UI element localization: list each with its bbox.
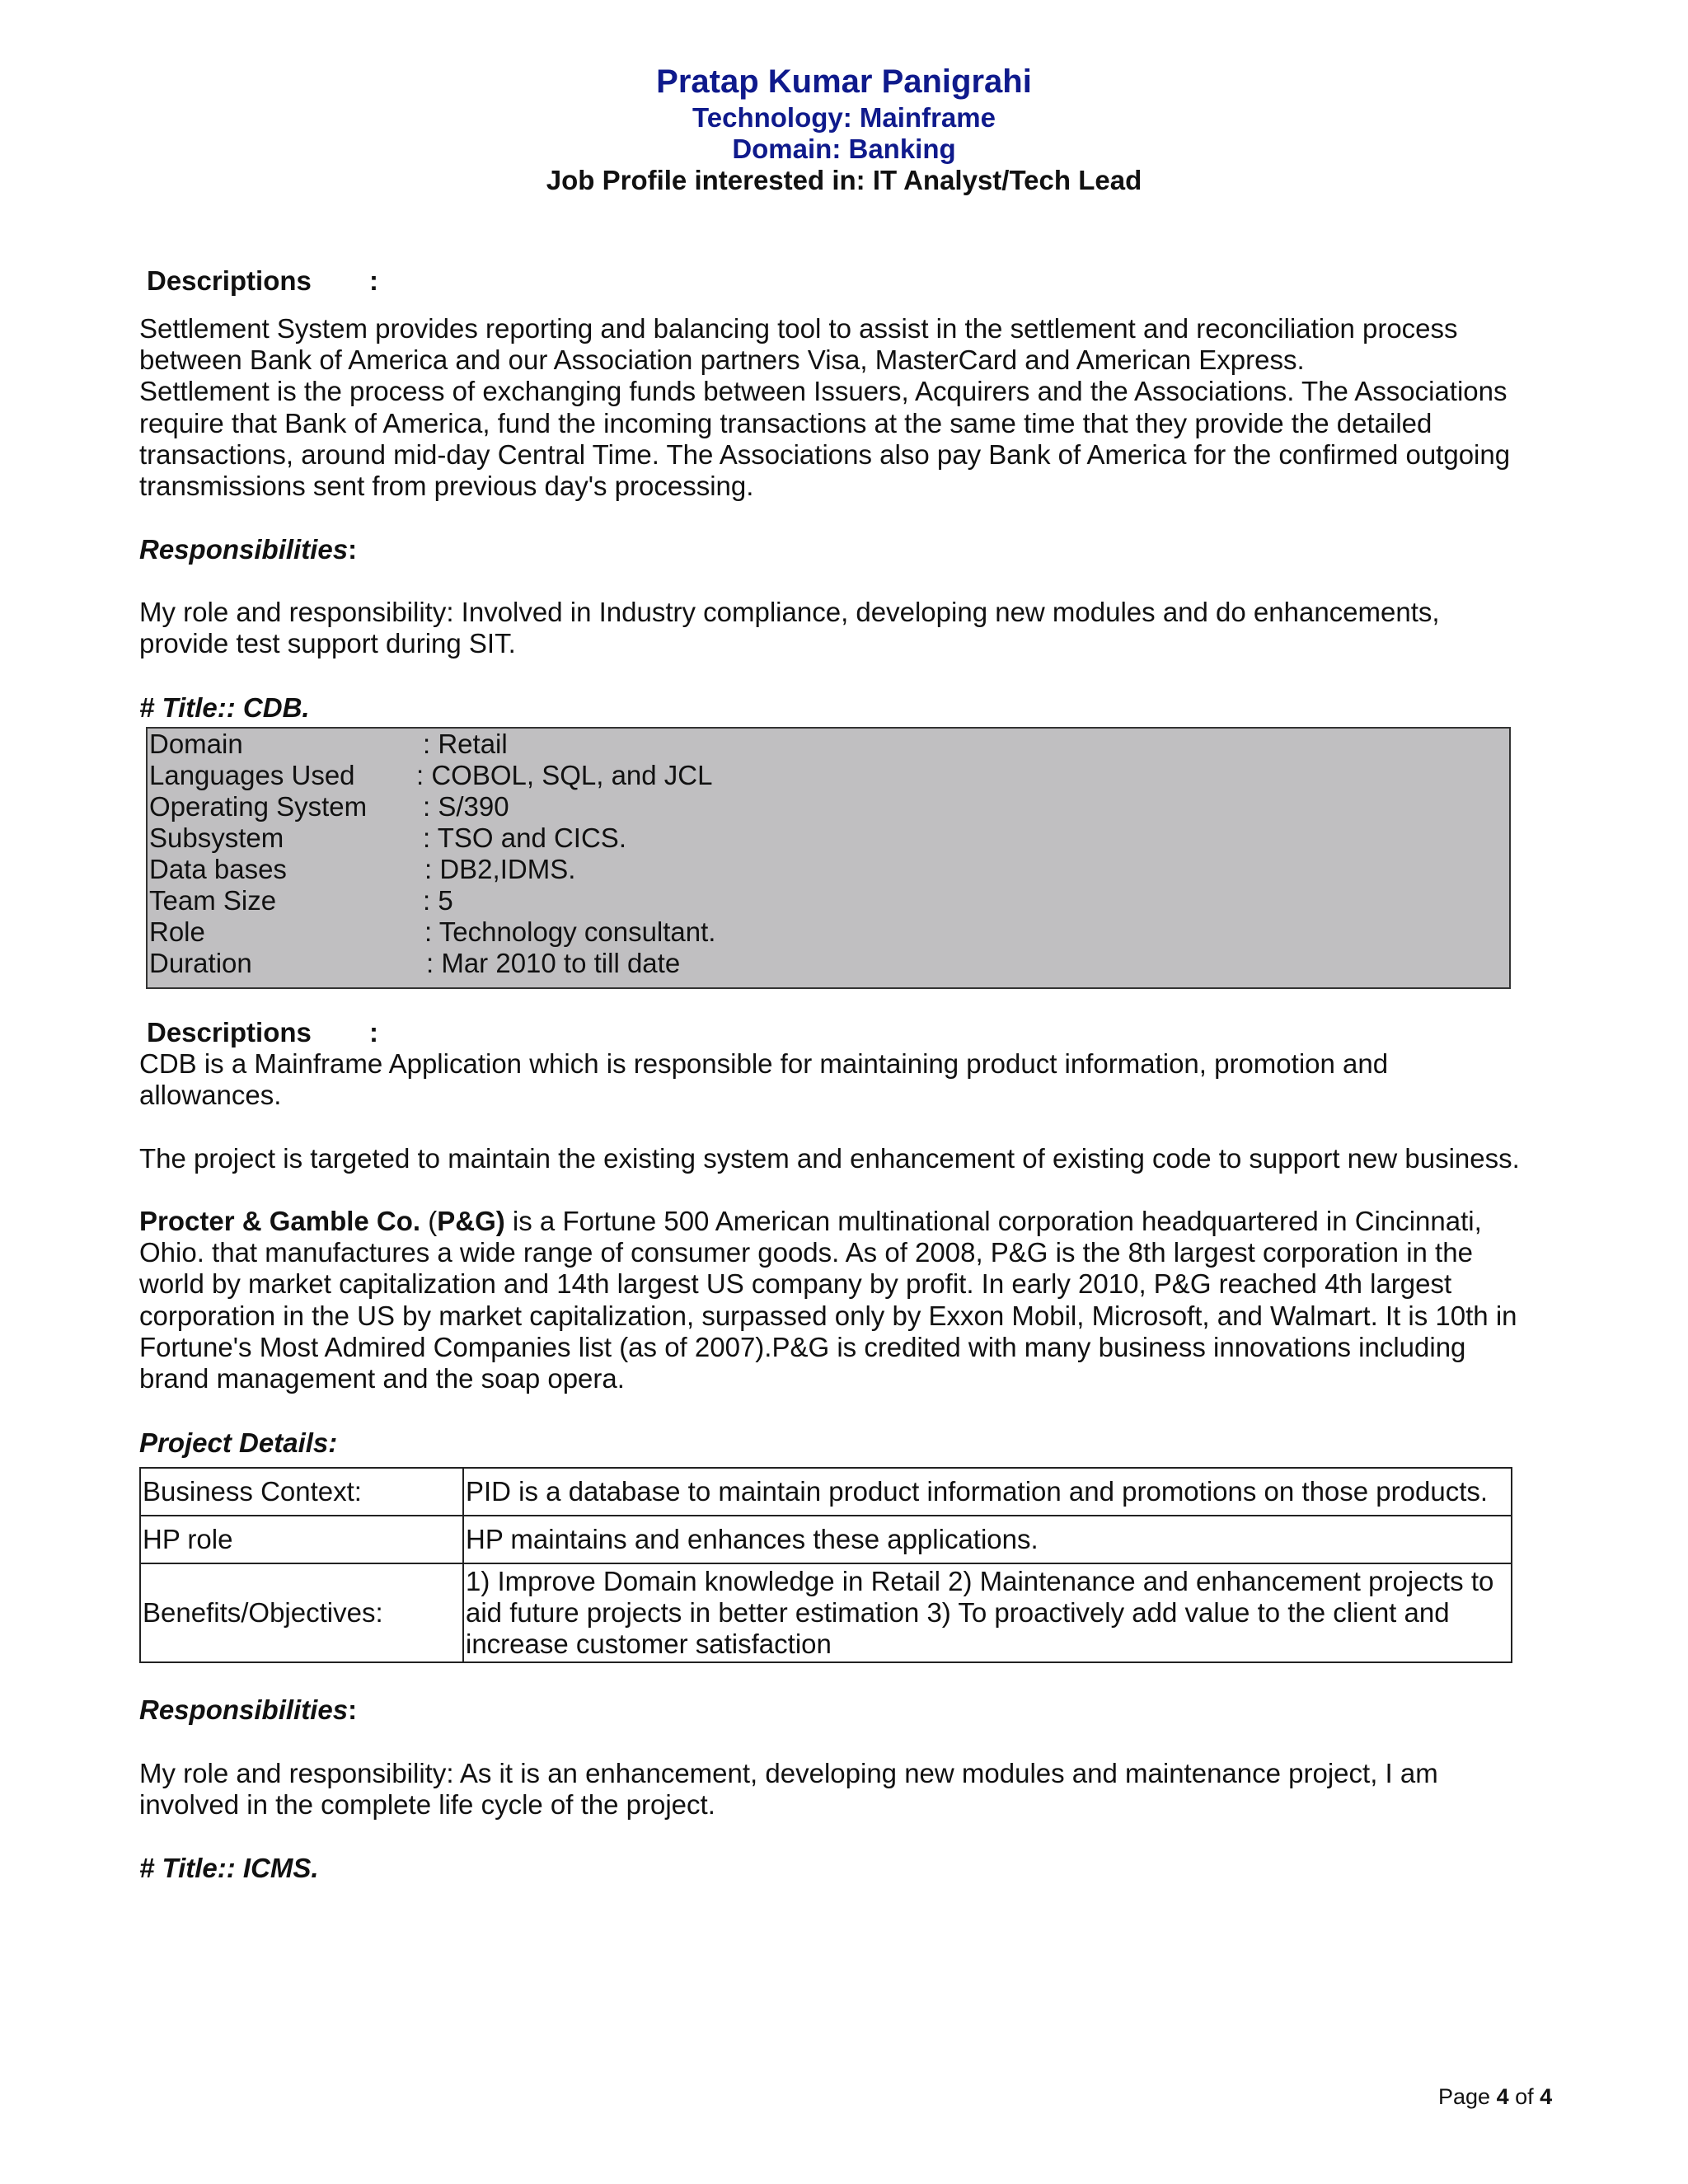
responsibilities-colon-2: : [348,1694,358,1725]
table-row [140,1516,1512,1563]
summary-value: : Technology consultant. [424,916,716,947]
detail-key: Business Context: [140,1468,463,1516]
responsibilities-text-2: My role and responsibility: As it is an enhancement, developing new modules and maintenance project, I am involved in the complete life cycle of the project. [139,1758,1438,1821]
responsibilities-heading-1 [139,534,357,565]
pg-paragraph-text: is a Fortune 500 American multinational corporation headquartered in Cincinnati, Ohio. that manufactures a wide range of consumer goods. As of 2008, P&G is the 8th largest corporation in the world by market capitalization and 14th largest US company by profit. In early 2010, P&G reached 4th largest corporation in the US by market capitalization, surpassed only by Exxon Mobil, Microsoft, and Walmart. It is 10th in Fortune's Most Admired Companies list (as of 2007).P&G is credited with many business innovations including brand management and the soap opera. [139,1206,1517,1394]
summary-label: Data bases [149,854,287,884]
descriptions-heading-1 [147,265,378,297]
summary-label: Subsystem [149,823,284,853]
project-summary-box [146,727,1511,989]
responsibilities-colon-1: : [348,534,358,565]
summary-label: Team Size [149,885,277,916]
summary-label: Operating System [149,791,368,822]
table-row [140,1563,1512,1662]
page-word: Page [1438,2084,1491,2109]
project-details-heading: Project Details: [139,1427,338,1458]
descriptions-heading-2 [147,1017,378,1048]
pg-abbreviation: P&G) [437,1206,505,1236]
pg-open-paren: ( [420,1206,438,1236]
responsibilities-label-1: Responsibilities [139,534,349,565]
summary-value: : Retail [423,729,508,759]
summary-label: Languages Used [149,760,355,790]
summary-label: Role [149,916,205,947]
candidate-name: Pratap Kumar Panigrahi [656,63,1032,100]
project-target-text: The project is targeted to maintain the existing system and enhancement of existing code to support new business. [139,1143,1520,1174]
responsibilities-heading-2 [139,1694,357,1726]
page-footer [1438,2083,1552,2110]
summary-value: : 5 [423,885,453,916]
job-profile-line: Job Profile interested in: IT Analyst/Tech Lead [546,165,1142,195]
of-word: of [1515,2084,1534,2109]
summary-label: Domain [149,729,243,759]
domain-line: Domain: Banking [732,134,956,164]
summary-value: : S/390 [423,791,509,822]
pg-paragraph [139,1206,1565,1394]
detail-value: PID is a database to maintain product information and promotions on those products. [463,1468,1512,1516]
summary-label: Duration [149,948,252,978]
table-row [140,1468,1512,1516]
settlement-description: Settlement System provides reporting and balancing tool to assist in the settlement and reconciliation process between Bank of America and our Association partners Visa, MasterCard and American Express. Settlement is the process of exchanging funds between Issuers, Acquirers and the Associations. The Associations require that Bank of America, fund the incoming transactions at the same time that they provide the detailed transactions, around mid-day Central Time. The Associations also pay Bank of America for the confirmed outgoing transmissions sent from previous day's processing. [139,313,1511,502]
page-total: 4 [1540,2084,1553,2109]
descriptions-colon-1: : [369,265,378,296]
summary-value: : COBOL, SQL, and JCL [416,760,713,790]
detail-key: Benefits/Objectives: [140,1563,463,1662]
responsibilities-text-1: My role and responsibility: Involved in Industry compliance, developing new modules and do enhancements, provide test support during SIT. [139,597,1440,659]
title-cdb: # Title:: CDB. [139,692,310,723]
page-number: 4 [1496,2084,1509,2109]
descriptions-colon-2: : [369,1017,378,1047]
summary-value: : TSO and CICS. [423,823,626,853]
summary-value: : DB2,IDMS. [424,854,576,884]
descriptions-label-1: Descriptions [147,265,312,296]
pg-company-name: Procter & Gamble Co. [139,1206,421,1236]
technology-line: Technology: Mainframe [692,102,996,133]
resume-header [0,61,1688,196]
summary-value: : Mar 2010 to till date [426,948,681,978]
detail-key: HP role [140,1516,463,1563]
detail-value: HP maintains and enhances these applications. [463,1516,1512,1563]
project-details-table [139,1467,1512,1663]
title-icms: # Title:: ICMS. [139,1853,319,1883]
descriptions-label-2: Descriptions [147,1017,312,1047]
detail-value: 1) Improve Domain knowledge in Retail 2) Maintenance and enhancement projects to aid future projects in better estimation 3) To proactively add value to the client and increase customer satisfaction [463,1563,1512,1662]
cdb-description: CDB is a Mainframe Application which is responsible for maintaining product information, promotion and allowances. [139,1048,1389,1111]
responsibilities-label-2: Responsibilities [139,1694,349,1725]
